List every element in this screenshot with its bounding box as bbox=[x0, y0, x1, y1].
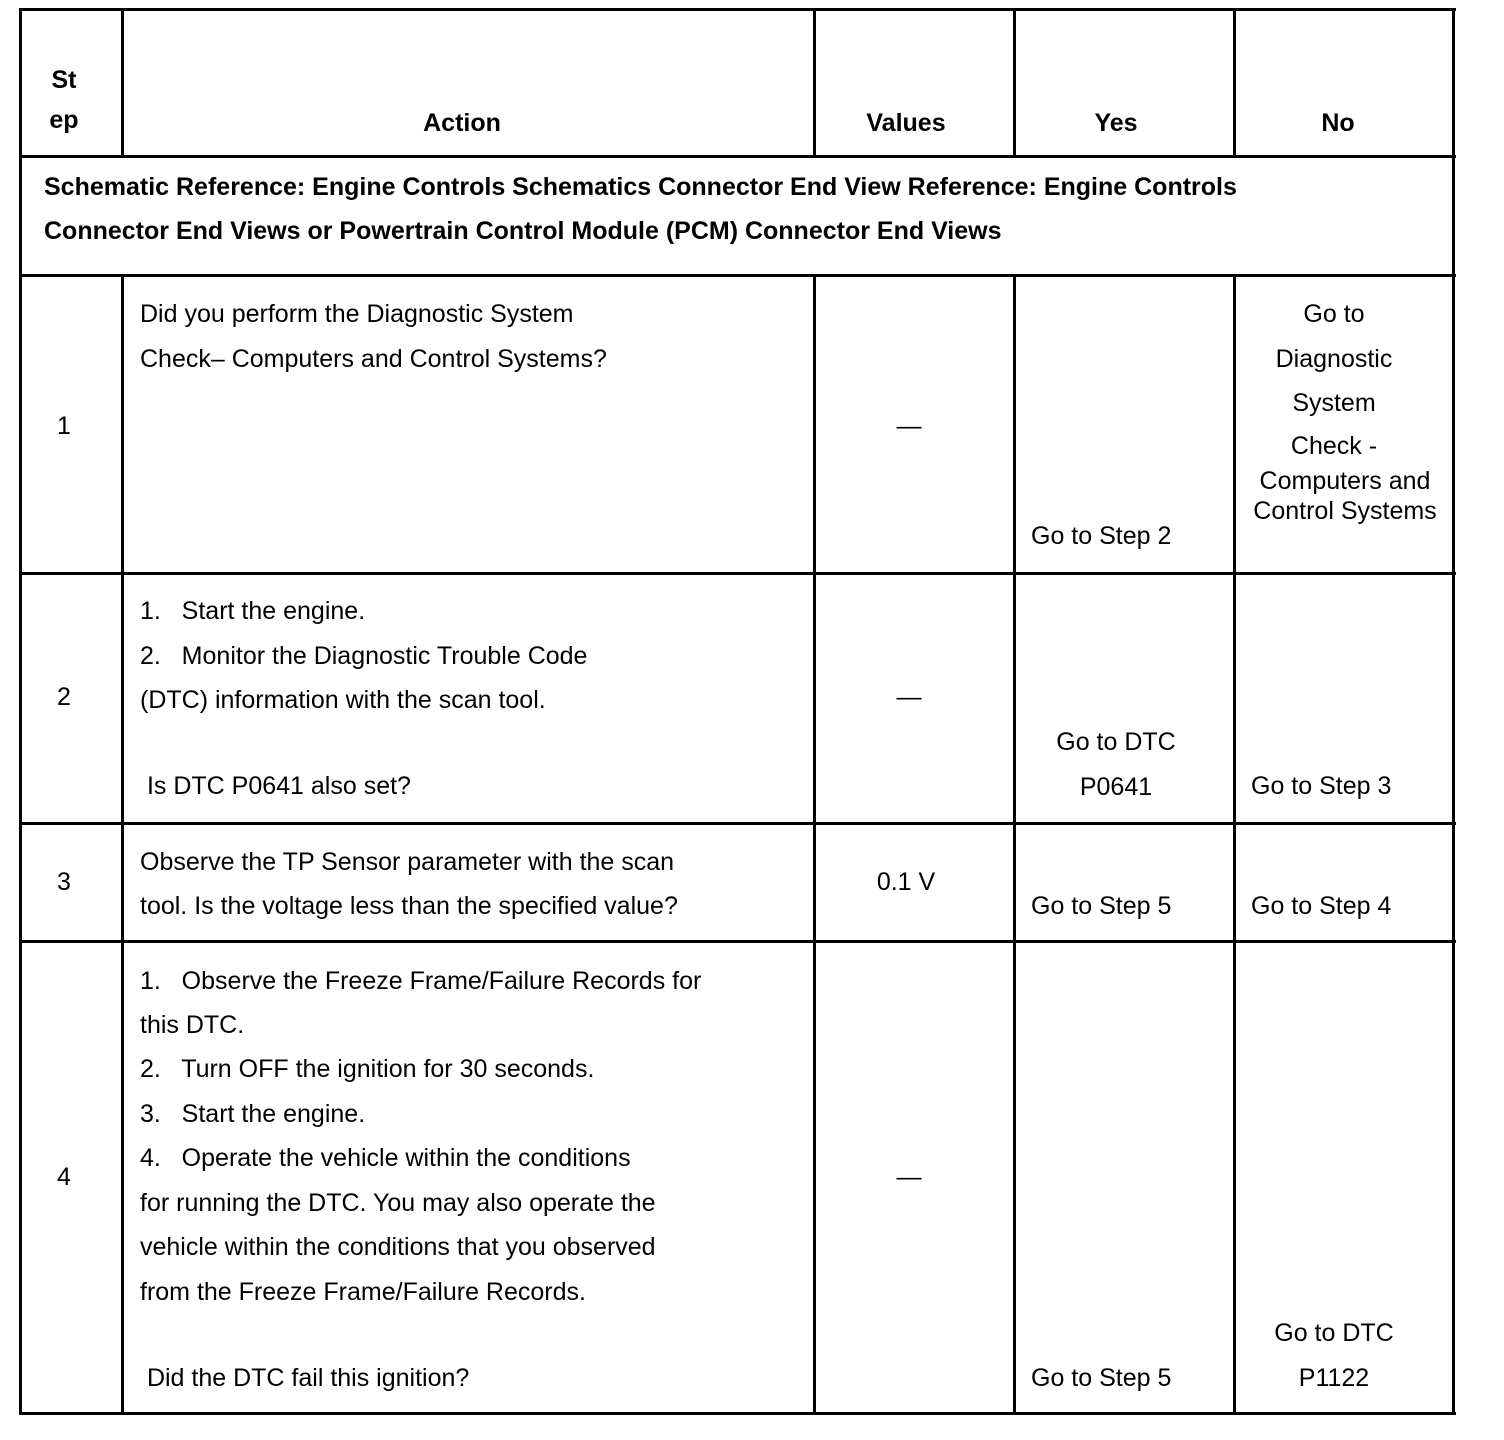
action-line: this DTC. bbox=[140, 1011, 245, 1039]
header-yes: Yes bbox=[1094, 109, 1138, 137]
value-cell: — bbox=[896, 1163, 922, 1191]
action-line: 3. Start the engine. bbox=[140, 1100, 366, 1128]
action-line: 2. Monitor the Diagnostic Trouble Code bbox=[140, 642, 588, 670]
reference-line-1: Schematic Reference: Engine Controls Schematics Connector End View Reference: Engine Controls bbox=[44, 173, 1237, 201]
no-link-line: P1122 bbox=[1298, 1363, 1370, 1392]
reference-bottom-line bbox=[19, 274, 1456, 277]
header-action: Action bbox=[423, 109, 501, 137]
action-line: 2. Turn OFF the ignition for 30 seconds. bbox=[140, 1055, 595, 1083]
no-link[interactable] bbox=[1236, 1311, 1432, 1400]
no-link[interactable]: Go to Step 4 bbox=[1251, 892, 1392, 920]
action-line: for running the DTC. You may also operate the bbox=[140, 1189, 656, 1217]
row-2-bottom-line bbox=[19, 822, 1456, 825]
action-line: from the Freeze Frame/Failure Records. bbox=[140, 1278, 586, 1306]
table-border-top bbox=[19, 8, 1456, 11]
no-link-line: Control Systems bbox=[1253, 497, 1437, 525]
no-link-line: Diagnostic bbox=[1275, 344, 1393, 373]
action-line: Is DTC P0641 also set? bbox=[140, 772, 411, 800]
table-border-bottom bbox=[19, 1412, 1456, 1415]
step-column-divider bbox=[121, 274, 124, 1415]
header-step bbox=[24, 60, 104, 140]
header-step-line-2: ep bbox=[49, 106, 79, 134]
step-number: 3 bbox=[57, 868, 71, 896]
action-line: (DTC) information with the scan tool. bbox=[140, 686, 546, 714]
header-step-line-1: St bbox=[51, 66, 77, 94]
reference-line-2: Connector End Views or Powertrain Control Module (PCM) Connector End Views bbox=[44, 217, 1002, 245]
action-line: 1. Start the engine. bbox=[140, 597, 366, 625]
row-1-bottom-line bbox=[19, 572, 1456, 575]
table-border-left bbox=[19, 8, 22, 1415]
yes-link[interactable]: Go to Step 5 bbox=[1031, 892, 1172, 920]
no-link[interactable] bbox=[1240, 466, 1450, 526]
value-cell: 0.1 V bbox=[876, 868, 936, 896]
no-link[interactable]: Go to Step 3 bbox=[1251, 772, 1392, 800]
no-link-line: System bbox=[1292, 389, 1376, 417]
value-cell: — bbox=[896, 412, 922, 440]
header-bottom-line bbox=[19, 155, 1456, 158]
no-link-line: Check - bbox=[1290, 431, 1378, 460]
action-line: Did the DTC fail this ignition? bbox=[140, 1364, 470, 1392]
action-line: tool. Is the voltage less than the specified value? bbox=[140, 892, 678, 920]
step-number: 4 bbox=[57, 1163, 71, 1191]
header-values: Values bbox=[866, 109, 946, 137]
no-link-line: Go to DTC bbox=[1274, 1319, 1394, 1347]
action-line: Check– Computers and Control Systems? bbox=[140, 345, 607, 373]
row-3-bottom-line bbox=[19, 940, 1456, 943]
action-line: Did you perform the Diagnostic System bbox=[140, 300, 574, 328]
table-border-right bbox=[1452, 8, 1455, 1415]
action-line: 4. Operate the vehicle within the conditions bbox=[140, 1144, 631, 1172]
action-line: Observe the TP Sensor parameter with the scan bbox=[140, 848, 675, 876]
header-no: No bbox=[1321, 109, 1355, 137]
yes-link[interactable]: Go to Step 2 bbox=[1031, 522, 1172, 550]
yes-link-line: Go to DTC bbox=[1056, 728, 1176, 756]
yes-link[interactable]: Go to Step 5 bbox=[1031, 1364, 1172, 1392]
no-link[interactable] bbox=[1236, 292, 1432, 466]
step-number: 2 bbox=[57, 683, 71, 711]
action-line: 1. Observe the Freeze Frame/Failure Records for bbox=[140, 967, 702, 995]
no-link-line: Go to bbox=[1303, 300, 1365, 328]
yes-link-line: P0641 bbox=[1079, 772, 1153, 801]
step-number: 1 bbox=[57, 412, 71, 440]
no-link-line: Computers and bbox=[1259, 467, 1431, 495]
value-cell: — bbox=[896, 683, 922, 711]
action-line: vehicle within the conditions that you observed bbox=[140, 1233, 656, 1261]
values-column-divider bbox=[1013, 274, 1016, 1415]
yes-link[interactable] bbox=[1016, 720, 1216, 809]
